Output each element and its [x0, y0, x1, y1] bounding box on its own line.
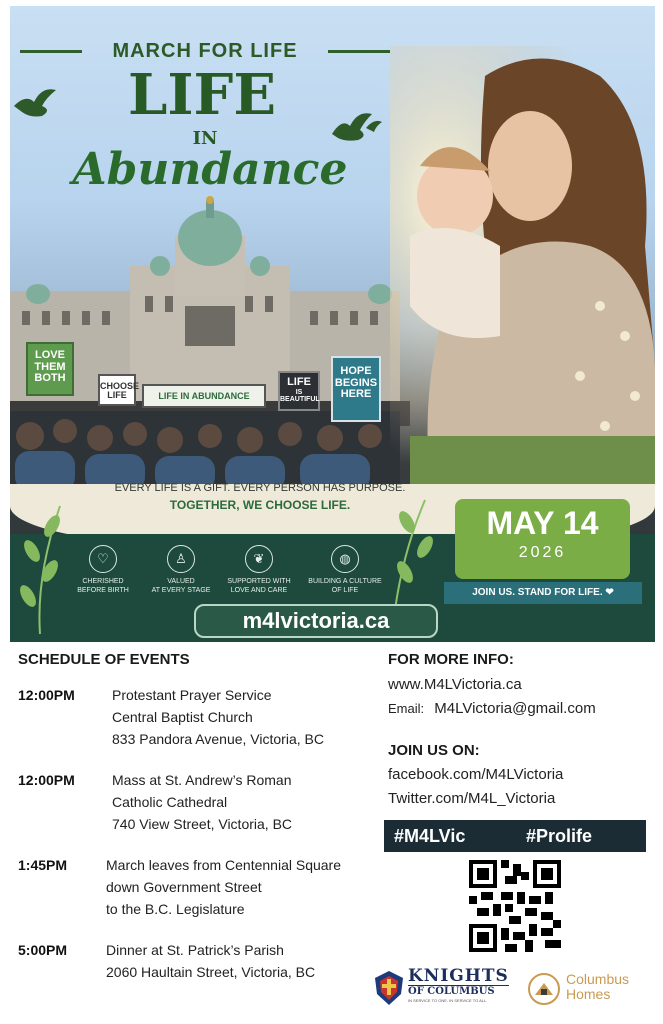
sign-life-is-beautiful — [278, 371, 320, 411]
date-year: 2026 — [518, 544, 567, 561]
event-line: to the B.C. Legislature — [106, 901, 245, 917]
kofc-line-2: OF COLUMBUS — [408, 985, 509, 998]
value-line: VALUED — [167, 578, 195, 585]
value-line: SUPPORTED WITH — [227, 578, 291, 585]
leaf-icon: ❦ — [245, 545, 273, 573]
title-abundance: Abundance — [72, 144, 348, 195]
facebook-link[interactable]: facebook.com/M4LVictoria — [388, 766, 564, 783]
event-line: Dinner at St. Patrick’s Parish — [106, 942, 284, 958]
sign-hope-begins-here: HOPE BEGINS HERE — [331, 356, 381, 422]
event-details — [112, 769, 292, 835]
poster-image — [10, 6, 655, 642]
header-rule-left — [20, 50, 82, 53]
event-line: Central Baptist Church — [112, 709, 253, 725]
columbus-homes-logo-icon — [528, 973, 560, 1005]
event-details — [112, 684, 324, 750]
event-line: Protestant Prayer Service — [112, 687, 272, 703]
more-info-heading: FOR MORE INFO: — [388, 651, 514, 668]
schedule-heading: SCHEDULE OF EVENTS — [18, 651, 190, 668]
website-pill[interactable]: m4lvictoria.ca — [194, 604, 438, 638]
value-culture — [300, 545, 390, 595]
sign-is-word: IS — [295, 388, 303, 396]
heart-icon: ♡ — [89, 545, 117, 573]
event-line: 740 View Street, Victoria, BC — [112, 816, 293, 832]
knights-of-columbus-emblem-icon — [373, 970, 405, 1006]
header-small: MARCH FOR LIFE — [112, 40, 298, 62]
event-line: down Government Street — [106, 879, 262, 895]
event-time: 12:00PM — [18, 687, 75, 703]
event-details — [106, 939, 315, 983]
event-time: 12:00PM — [18, 772, 75, 788]
qr-code[interactable] — [469, 860, 561, 952]
columbus-homes-line-1: Columbus — [566, 971, 630, 987]
sign-banner-life-in-abundance: LIFE IN ABUNDANCE — [142, 384, 266, 408]
columbus-homes-logo — [566, 972, 629, 1002]
email-address[interactable]: M4LVictoria@gmail.com — [434, 700, 596, 717]
columbus-homes-line-2: Homes — [566, 986, 611, 1002]
tagline-line-2: TOGETHER, WE CHOOSE LIFE. — [169, 498, 351, 512]
value-line: BUILDING A CULTURE — [308, 578, 382, 585]
sign-love-them-both: LOVE THEM BOTH — [26, 342, 74, 396]
sign-beautiful-word: BEAUTIFUL — [280, 395, 320, 403]
date-main: MAY 14 — [486, 505, 599, 541]
value-valued — [136, 545, 226, 595]
person-icon: ♙ — [167, 545, 195, 573]
title-life: LIFE — [127, 62, 276, 128]
event-line: March leaves from Centennial Square — [106, 857, 342, 873]
globe-icon: ◍ — [331, 545, 359, 573]
hashtag-prolife: #Prolife — [526, 826, 593, 846]
kofc-motto: IN SERVICE TO ONE. IN SERVICE TO ALL. — [408, 998, 488, 1003]
info-email-row — [388, 700, 596, 717]
value-line: CHERISHED — [82, 578, 124, 585]
event-line: Mass at St. Andrew’s Roman — [112, 772, 292, 788]
value-line: OF LIFE — [331, 587, 359, 595]
event-time: 5:00PM — [18, 942, 68, 958]
tagline-line-1: EVERY LIFE IS A GIFT. EVERY PERSON HAS PURPOSE. — [114, 482, 406, 494]
hashtag-bar — [384, 820, 646, 852]
email-label: Email: — [388, 701, 425, 716]
header-rule-right — [328, 50, 390, 53]
event-details — [106, 854, 341, 920]
knights-of-columbus-logo — [408, 968, 509, 1004]
kofc-line-1: KNIGHTS — [408, 966, 509, 986]
value-line: LOVE AND CARE — [230, 587, 288, 595]
dove-icon — [330, 108, 384, 144]
dove-icon — [12, 86, 58, 120]
sign-choose-life: CHOOSE LIFE — [98, 374, 136, 406]
twitter-link[interactable]: Twitter.com/M4L_Victoria — [388, 790, 556, 807]
event-time: 1:45PM — [18, 857, 68, 873]
join-banner: JOIN US. STAND FOR LIFE. ❤ — [444, 582, 642, 604]
join-us-heading: JOIN US ON: — [388, 742, 480, 759]
sign-life-word: LIFE — [287, 376, 311, 388]
title-in: IN — [192, 128, 218, 149]
value-cherished — [58, 545, 148, 595]
info-website[interactable]: www.M4LVictoria.ca — [388, 676, 522, 693]
value-supported — [214, 545, 304, 595]
event-line: Catholic Cathedral — [112, 794, 228, 810]
event-line: 2060 Haultain Street, Victoria, BC — [106, 964, 316, 980]
leaf-branch-icon — [385, 492, 445, 612]
hashtag-m4lvic: #M4LVic — [394, 826, 466, 846]
date-badge — [455, 499, 630, 579]
mother-and-baby-illustration — [390, 46, 655, 486]
event-line: 833 Pandora Avenue, Victoria, BC — [112, 731, 324, 747]
value-line: BEFORE BIRTH — [77, 587, 129, 595]
value-line: AT EVERY STAGE — [151, 587, 211, 595]
